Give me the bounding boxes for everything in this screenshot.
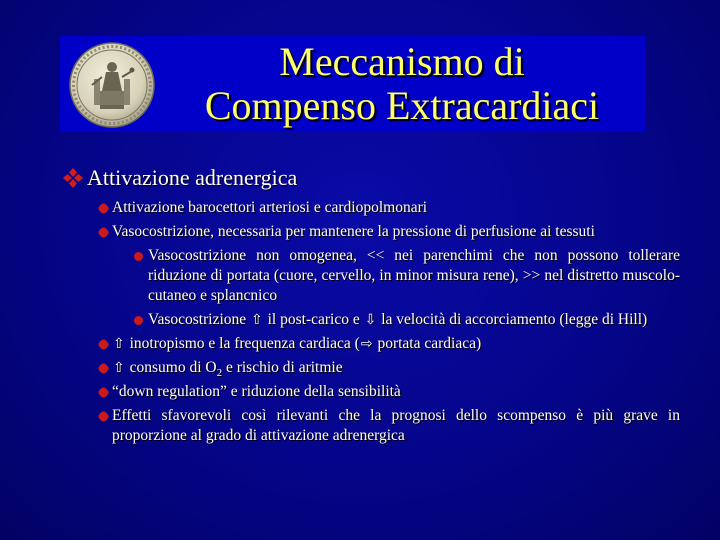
seal-icon: [68, 41, 156, 129]
list-item: [96, 358, 680, 378]
item-text: ⇧ consumo di $O_2$ e rischio di aritmie: [113, 359, 343, 380]
item-text: Effetti sfavorevoli così rilevanti che la prognosi dello scompenso è più grave in proporzione al grado di attivazione adrenergica: [112, 407, 680, 444]
dot-bullet-icon: [134, 252, 143, 261]
diamond-bullet-icon: [97, 410, 110, 423]
title-line-2: Compenso Extracardiaci: [204, 83, 600, 128]
list-item: [96, 334, 680, 354]
title-line-1: Meccanismo di: [279, 39, 525, 84]
diamond-bullet-icon: [97, 226, 110, 239]
diamond-bullet-icon: [97, 338, 110, 351]
diamond-bullet-icon: [97, 386, 110, 399]
list-item: [96, 406, 680, 446]
item-text: Vasocostrizione ⇧ il post-carico e ⇩ la velocità di accorciamento (legge di Hill): [148, 311, 648, 328]
main-bullet-text: Attivazione adrenergica: [87, 165, 298, 190]
dot-bullet-icon: [134, 316, 143, 325]
list-item: [132, 246, 680, 306]
diamond-bullet-icon: [97, 362, 110, 375]
item-text: Vasocostrizione non omogenea, << nei parenchimi che non possono tollerare riduzione di portata (cuore, cervello, in minor misura rene), >> nel distretto muscolo-cutaneo e splancnico: [148, 247, 680, 304]
list-item: [96, 222, 680, 242]
item-text: ⇧ inotropismo e la frequenza cardiaca (⇨ portata cardiaca): [113, 335, 482, 352]
clover-bullet-icon: [62, 167, 84, 189]
page-title: [160, 40, 644, 128]
item-text: “down regulation” e riduzione della sensibilità: [112, 383, 401, 400]
diamond-bullet-icon: [97, 202, 110, 215]
up-arrow-icon: ⇧: [251, 312, 263, 328]
list-item: [96, 382, 680, 402]
main-bullet: [62, 164, 297, 192]
item-text: Attivazione barocettori arteriosi e cardiopolmonari: [112, 199, 428, 216]
down-arrow-icon: ⇩: [364, 312, 377, 328]
up-arrow-icon: ⇧: [113, 360, 125, 376]
up-arrow-icon: ⇧: [113, 336, 125, 352]
list-item: [132, 310, 680, 330]
list-item: [96, 198, 680, 218]
bullet-list: [96, 198, 680, 450]
right-arrow-icon: ⇨: [360, 336, 373, 352]
item-text: Vasocostrizione, necessaria per mantenere la pressione di perfusione ai tessuti: [112, 223, 595, 240]
